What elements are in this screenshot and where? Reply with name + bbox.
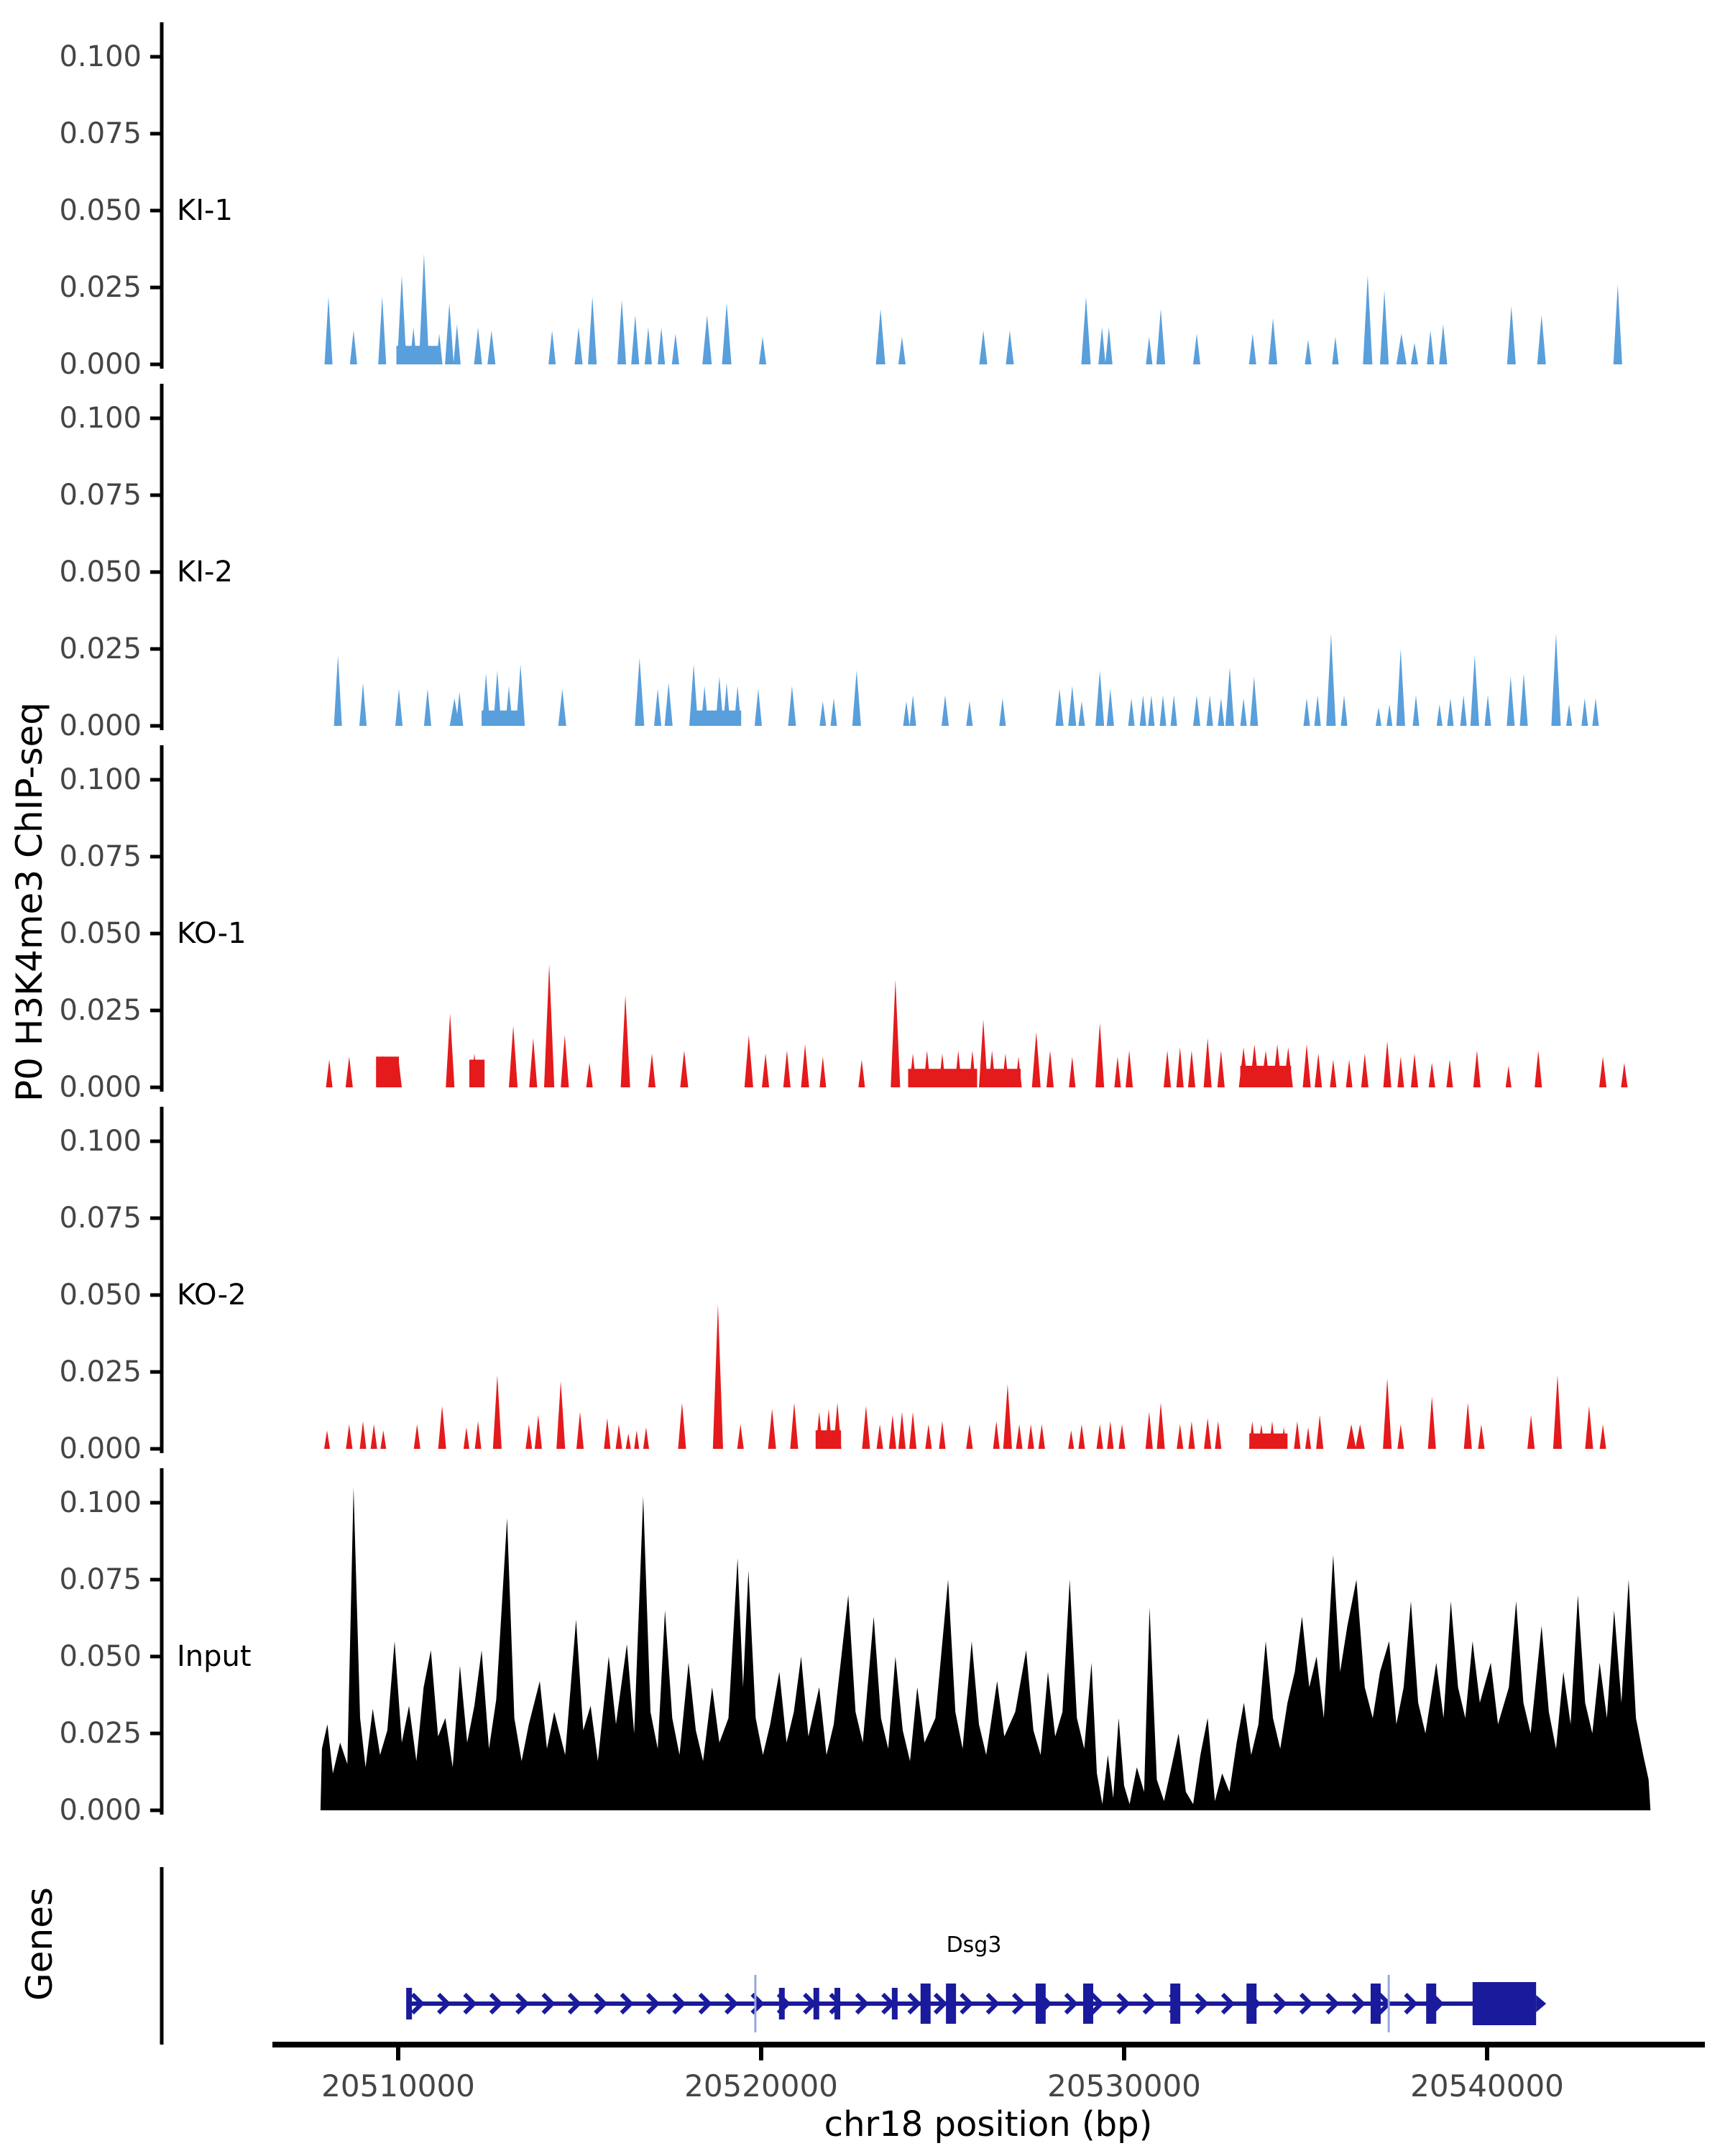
x-tick-label: 20530000 [1047, 2068, 1201, 2104]
x-tick-label: 20510000 [321, 2068, 475, 2104]
y-tick-label: 0.100 [59, 40, 142, 73]
y-tick-label: 0.025 [59, 632, 142, 665]
y-tick-label: 0.000 [59, 348, 142, 381]
y-tick-label: 0.025 [59, 271, 142, 304]
y-tick-label: 0.100 [59, 402, 142, 435]
y-tick-label: 0.100 [59, 1125, 142, 1158]
exon-large [921, 1984, 931, 2024]
track-panel-Input [59, 1468, 1650, 1827]
y-tick-label: 0.075 [59, 117, 142, 150]
y-tick-label: 0.100 [59, 763, 142, 796]
track-label: KI-1 [177, 194, 233, 227]
y-tick-label: 0.075 [59, 1563, 142, 1596]
exon-large [1170, 1984, 1180, 2024]
x-tick-label: 20520000 [684, 2068, 838, 2104]
exon-small [834, 1988, 840, 2019]
track-label: Input [177, 1640, 252, 1673]
exon-small [779, 1988, 785, 2019]
track-label: KI-2 [177, 556, 233, 589]
signal-area-KI-2 [334, 634, 1599, 726]
exon-small [406, 1988, 412, 2019]
exon-small [892, 1988, 898, 2019]
y-tick-label: 0.075 [59, 1202, 142, 1235]
y-tick-label: 0.000 [59, 709, 142, 742]
y-tick-label: 0.050 [59, 556, 142, 589]
track-panel-KO-1 [59, 745, 1627, 1104]
x-tick-label: 20540000 [1410, 2068, 1564, 2104]
y-tick-label: 0.050 [59, 1640, 142, 1673]
signal-tracks [59, 22, 1650, 1827]
exon-large [946, 1984, 956, 2024]
x-axis [272, 2045, 1705, 2104]
gene-end-arrow-icon [1536, 1995, 1546, 2012]
exon-large [1036, 1984, 1046, 2024]
exon-large [1426, 1984, 1436, 2024]
genes-axis-title: Genes [19, 1886, 60, 2001]
track-label: KO-2 [177, 1279, 247, 1312]
y-tick-label: 0.075 [59, 840, 142, 873]
y-tick-label: 0.000 [59, 1071, 142, 1104]
y-tick-label: 0.050 [59, 194, 142, 227]
track-panel-KI-2 [59, 384, 1598, 742]
signal-area-KO-2 [324, 1304, 1606, 1449]
y-tick-label: 0.025 [59, 1355, 142, 1388]
signal-area-KI-1 [325, 254, 1622, 364]
x-axis-title: chr18 position (bp) [824, 2104, 1153, 2145]
y-tick-label: 0.075 [59, 479, 142, 512]
signal-area-KO-1 [326, 964, 1628, 1087]
exon-large [1083, 1984, 1093, 2024]
track-label: KO-1 [177, 917, 247, 950]
y-tick-label: 0.050 [59, 1279, 142, 1312]
y-tick-label: 0.100 [59, 1486, 142, 1519]
signal-area-Input [321, 1488, 1650, 1810]
gene-name-label: Dsg3 [946, 1932, 1002, 1958]
exon-small [814, 1988, 819, 2019]
track-panel-KI-1 [59, 22, 1622, 381]
y-tick-label: 0.000 [59, 1432, 142, 1465]
y-axis-title: P0 H3K4me3 ChIP-seq [9, 701, 50, 1102]
exon-large [1246, 1984, 1256, 2024]
final-exon-box [1473, 1982, 1536, 2025]
gene-track [162, 1867, 1546, 2045]
y-tick-label: 0.050 [59, 917, 142, 950]
exon-large [1371, 1984, 1381, 2024]
y-tick-label: 0.025 [59, 1717, 142, 1750]
track-panel-KO-2 [59, 1107, 1606, 1465]
y-tick-label: 0.000 [59, 1794, 142, 1827]
y-tick-label: 0.025 [59, 994, 142, 1027]
